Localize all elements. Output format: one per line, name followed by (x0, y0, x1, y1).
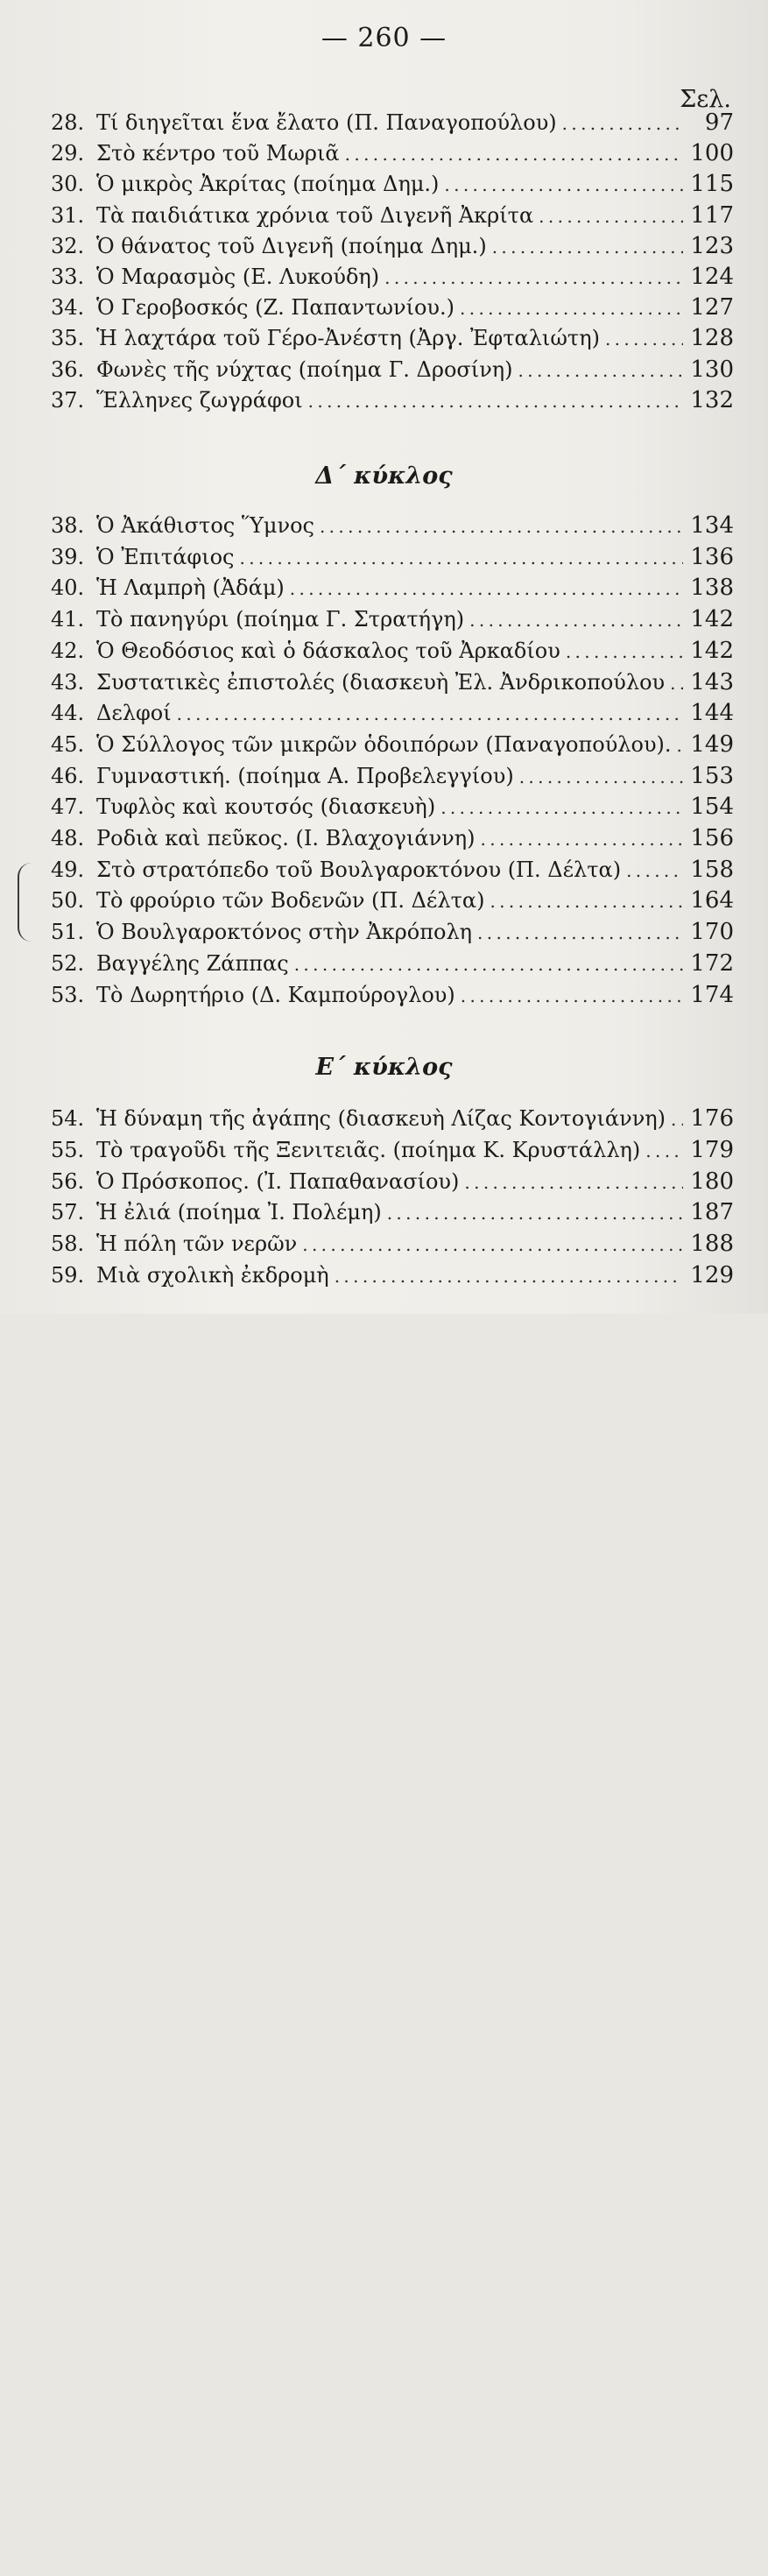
toc-entry (51, 202, 734, 234)
toc-entry (51, 294, 734, 326)
entry-number: 51. (51, 920, 85, 945)
toc-entry (51, 638, 734, 669)
entry-title: Δελφοί (96, 701, 172, 726)
toc-entry (51, 1262, 734, 1294)
entry-title: Ὁ θάνατος τοῦ Διγενῆ (ποίημα Δημ.) (96, 233, 487, 258)
dot-leader (477, 922, 683, 943)
dot-leader (461, 985, 683, 1006)
entry-title: Ὁ Πρόσκοπος. (Ἰ. Παπαθανασίου) (96, 1168, 460, 1194)
entry-title: Βαγγέλης Ζάππας (96, 950, 289, 976)
dot-leader (562, 113, 683, 134)
entry-number: 58. (51, 1232, 85, 1257)
section-heading-d: Δ΄ κύκλος (315, 462, 453, 490)
handwritten-bracket-mark (18, 863, 35, 942)
dot-leader (677, 735, 683, 756)
entry-number: 56. (51, 1168, 85, 1194)
entry-number: 54. (51, 1106, 85, 1131)
dot-leader (518, 360, 683, 381)
entry-number: 30. (51, 172, 85, 197)
dot-leader (240, 547, 684, 568)
toc-entry (51, 1231, 734, 1262)
entry-page: 174 (690, 981, 734, 1008)
entry-title: Τὰ παιδιάτικα χρόνια τοῦ Διγενῆ Ἀκρίτα (96, 202, 534, 228)
entry-number: 47. (51, 794, 85, 820)
toc-entry (51, 264, 734, 295)
entry-title: Ροδιὰ καὶ πεῦκος. (Ι. Βλαχογιάννη) (96, 826, 476, 850)
dot-leader (519, 766, 683, 787)
entry-page: 124 (690, 264, 734, 290)
entry-number: 49. (51, 857, 85, 882)
entry-title: Τὸ τραγοῦδι τῆς Ξενιτειᾶς. (ποίημα Κ. Κρυστάλλη) (96, 1137, 641, 1162)
toc-entry (51, 356, 734, 388)
entry-page: 149 (690, 730, 734, 758)
entry-page: 176 (690, 1105, 734, 1132)
entry-page: 164 (690, 887, 734, 914)
dot-leader (440, 797, 683, 818)
dot-leader (345, 144, 683, 165)
dot-leader (177, 703, 683, 724)
toc-entry (51, 575, 734, 606)
entry-title: Ὁ μικρὸς Ἀκρίτας (ποίημα Δημ.) (96, 172, 440, 197)
section-heading-e: Ε΄ κύκλος (315, 1054, 453, 1081)
toc-entry (51, 731, 734, 763)
toc-entry (51, 825, 734, 857)
entry-number: 38. (51, 513, 85, 538)
entry-title: Τυφλὸς καὶ κουτσός (διασκευὴ) (96, 794, 436, 820)
toc-entry (51, 1168, 734, 1200)
toc-entry (51, 171, 734, 202)
toc-entry (51, 794, 734, 825)
toc-entry (51, 325, 734, 356)
entry-number: 34. (51, 295, 85, 321)
toc-entry (51, 1137, 734, 1168)
entry-page: 134 (690, 512, 734, 539)
entry-number: 48. (51, 826, 85, 850)
entry-page: 123 (690, 232, 734, 259)
entry-number: 41. (51, 607, 85, 632)
entry-number: 42. (51, 638, 85, 663)
entry-page: 179 (690, 1136, 734, 1163)
toc-entry (51, 233, 734, 265)
entry-title: Στὸ κέντρο τοῦ Μωριᾶ (96, 141, 340, 166)
entry-number: 44. (51, 701, 85, 726)
toc-entry (51, 512, 734, 544)
dot-leader (670, 673, 683, 694)
entry-page: 117 (690, 201, 734, 229)
entry-number: 28. (51, 110, 85, 135)
entry-title: Ἡ Λαμπρὴ (Ἀδάμ) (96, 575, 285, 601)
entry-number: 45. (51, 731, 85, 757)
toc-entry (51, 387, 734, 419)
entry-page: 156 (690, 825, 734, 851)
dot-leader (302, 1234, 683, 1255)
dot-leader (492, 236, 683, 258)
toc-entry (51, 763, 734, 794)
entry-number: 50. (51, 888, 85, 914)
entry-page: 130 (690, 356, 734, 383)
entry-page: 143 (690, 668, 734, 695)
entry-title: Ὁ Μαρασμὸς (Ε. Λυκούδη) (96, 265, 380, 289)
entry-number: 29. (51, 141, 85, 166)
entry-number: 36. (51, 356, 85, 382)
entry-page: 132 (690, 386, 734, 413)
entry-title: Ὁ Βουλγαροκτόνος στὴν Ἀκρόπολη (96, 920, 473, 945)
entry-page: 138 (690, 575, 734, 602)
entry-title: Ἕλληνες ζωγράφοι (96, 387, 303, 413)
dot-leader (645, 1140, 683, 1161)
dot-leader (626, 860, 683, 881)
entry-number: 46. (51, 763, 85, 788)
entry-page: 136 (690, 543, 734, 570)
entry-page: 153 (690, 762, 734, 789)
entry-title: Τὸ φρούριο τῶν Βοδενῶν (Π. Δέλτα) (96, 888, 485, 914)
entry-title: Τὸ πανηγύρι (ποίημα Γ. Στρατήγη) (96, 607, 465, 632)
entry-number: 31. (51, 202, 85, 228)
entry-title: Ὁ Ἀκάθιστος Ὕμνος (96, 513, 314, 538)
dot-leader (671, 1109, 683, 1130)
entry-title: Ὁ Ἐπιτάφιος (96, 544, 235, 569)
dot-leader (335, 1266, 683, 1287)
entry-title: Ἡ λαχτάρα τοῦ Γέρο-Ἀνέστη (Ἀργ. Ἐφταλιώτη) (96, 326, 600, 351)
dot-leader (387, 1203, 683, 1224)
toc-entry (51, 140, 734, 172)
dot-leader (539, 206, 683, 227)
toc-entry (51, 1199, 734, 1231)
dot-leader (460, 298, 683, 319)
entry-title: Μιὰ σχολικὴ ἐκδρομὴ (96, 1263, 329, 1288)
dot-leader (308, 391, 683, 412)
entry-title: Ἡ δύναμη τῆς ἀγάπης (διασκευὴ Λίζας Κοντογιάννη) (96, 1106, 666, 1131)
dot-leader (294, 954, 683, 975)
entry-title: Ὁ Σύλλογος τῶν μικρῶν ὁδοιπόρων (Παναγοπούλου). (96, 731, 672, 757)
toc-entry (51, 700, 734, 731)
dot-leader (490, 891, 683, 912)
entry-page: 172 (690, 949, 734, 977)
entry-title: Συστατικὲς ἐπιστολές (διασκευὴ Ἐλ. Ἀνδρικοπούλου (96, 669, 666, 695)
entry-page: 142 (690, 606, 734, 633)
entry-page: 158 (690, 856, 734, 883)
toc-entry (51, 950, 734, 982)
entry-number: 53. (51, 982, 85, 1007)
entry-title: Φωνὲς τῆς νύχτας (ποίημα Γ. Δροσίνη) (96, 356, 513, 382)
dot-leader (290, 578, 683, 599)
entry-number: 57. (51, 1200, 85, 1225)
entry-number: 55. (51, 1137, 85, 1162)
toc-entry (51, 919, 734, 950)
entry-page: 97 (704, 109, 734, 136)
toc-entry (51, 109, 734, 141)
toc-entry (51, 982, 734, 1013)
entry-title: Γυμναστική. (ποίημα Α. Προβελεγγίου) (96, 763, 514, 788)
entry-title: Ὁ Θεοδόσιος καὶ ὁ δάσκαλος τοῦ Ἀρκαδίου (96, 638, 560, 663)
entry-page: 142 (690, 637, 734, 664)
entry-number: 59. (51, 1263, 85, 1288)
entry-number: 32. (51, 233, 85, 258)
entry-page: 170 (690, 919, 734, 946)
entry-page: 187 (690, 1199, 734, 1226)
entry-title: Τὸ Δωρητήριο (Δ. Καμπούρογλου) (96, 982, 455, 1007)
dot-leader (464, 1172, 683, 1193)
page-number: — 260 — (321, 23, 447, 53)
toc-entry (51, 669, 734, 701)
entry-page: 115 (690, 171, 734, 198)
entry-title: Ἡ ἐλιά (ποίημα Ἰ. Πολέμη) (96, 1200, 382, 1225)
dot-leader (481, 829, 683, 850)
dot-leader (384, 267, 683, 288)
toc-entry (51, 887, 734, 919)
entry-number: 52. (51, 950, 85, 976)
toc-entry (51, 857, 734, 888)
entry-number: 35. (51, 326, 85, 351)
entry-page: 128 (690, 325, 734, 352)
entry-number: 40. (51, 575, 85, 601)
entry-page: 180 (690, 1168, 734, 1195)
entry-page: 188 (690, 1231, 734, 1258)
toc-entry (51, 1105, 734, 1137)
entry-title: Τί διηγεῖται ἕνα ἔλατο (Π. Παναγοπούλου) (96, 110, 557, 135)
entry-number: 33. (51, 265, 85, 289)
entry-number: 37. (51, 387, 85, 413)
dot-leader (320, 516, 683, 537)
page-column-header: Σελ. (680, 86, 731, 113)
entry-title: Στὸ στρατόπεδο τοῦ Βουλγαροκτόνου (Π. Δέλτα) (96, 857, 622, 882)
entry-page: 144 (690, 700, 734, 727)
dot-leader (444, 174, 683, 195)
entry-title: Ὁ Γεροβοσκός (Ζ. Παπαντωνίου.) (96, 295, 455, 321)
entry-page: 100 (690, 140, 734, 167)
entry-number: 43. (51, 669, 85, 695)
entry-page: 154 (690, 794, 734, 821)
entry-page: 127 (690, 294, 734, 321)
entry-page: 129 (690, 1262, 734, 1288)
entry-title: Ἡ πόλη τῶν νερῶν (96, 1232, 298, 1257)
dot-leader (469, 610, 683, 631)
toc-entry (51, 544, 734, 575)
dot-leader (605, 328, 683, 349)
toc-entry (51, 606, 734, 638)
dot-leader (566, 641, 683, 662)
entry-number: 39. (51, 544, 85, 569)
